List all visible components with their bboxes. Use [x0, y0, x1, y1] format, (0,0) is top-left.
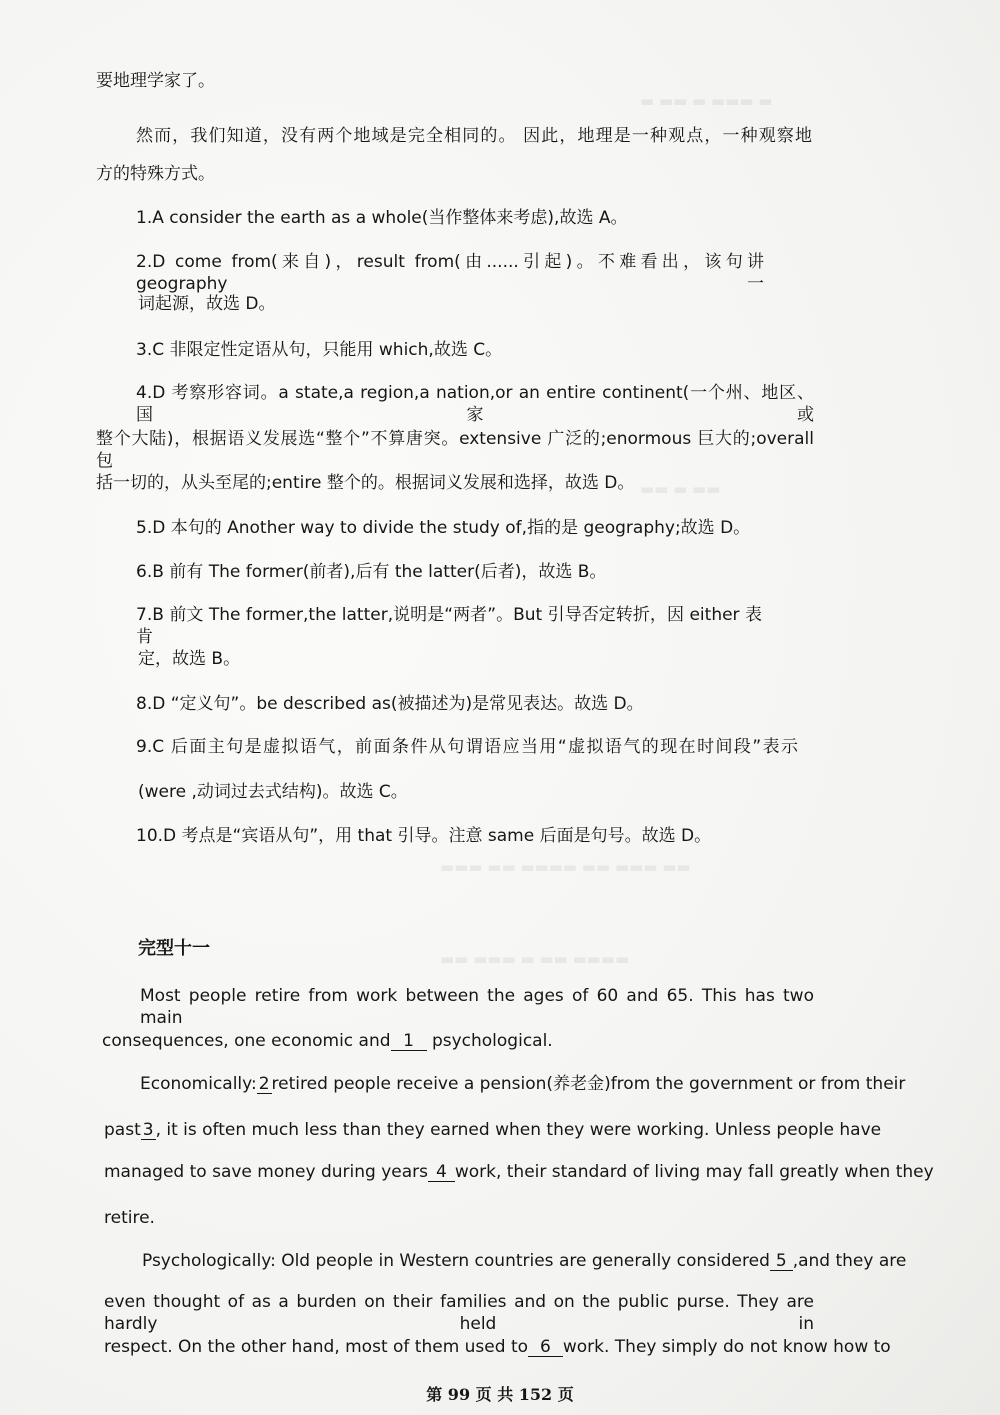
- blank-5: 5: [770, 1252, 793, 1271]
- blank-3: 3: [142, 1120, 154, 1140]
- answer-4-cont: 整个大陆)，根据语义发展选“整个”不算唐突。extensive 广泛的;enormous 巨大的;overall 包: [96, 429, 814, 471]
- blank-6: 6: [528, 1338, 563, 1357]
- passage-line: managed to save money during years 4 work, their standard of living may fall greatly when they: [104, 1162, 934, 1182]
- answer-5: 5.D 本句的 Another way to divide the study of,指的是 geography;故选 D。: [136, 518, 751, 538]
- bleed-through-text: ▬▬ ▬ ▬▬: [640, 480, 721, 498]
- answer-4-cont: 括一切的，从头至尾的;entire 整个的。根据词义发展和选择，故选 D。: [96, 473, 635, 493]
- answer-2: 2.D come from(来自)，result from(由......引起)。不难看出，该句讲 geography 一: [136, 252, 764, 294]
- text-line: 然而，我们知道，没有两个地域是完全相同的。 因此，地理是一种观点，一种观察地: [136, 126, 812, 146]
- passage-line: Economically: 2 retired people receive a pension(养老金)from the government or from their: [140, 1074, 906, 1094]
- passage-line: even thought of as a burden on their families and on the public purse. They are hardly held in: [104, 1292, 814, 1334]
- passage-line: retire.: [104, 1208, 155, 1228]
- passage-line: respect. On the other hand, most of them used to 6 work. They simply do not know how to: [104, 1337, 891, 1357]
- answer-9: 9.C 后面主句是虚拟语气，前面条件从句谓语应当用“虚拟语气的现在时间段”表示: [136, 737, 798, 757]
- blank-1: 1: [391, 1032, 427, 1051]
- passage-line: consequences, one economic and 1 psychological.: [102, 1031, 553, 1051]
- answer-2-cont: 词起源，故选 D。: [138, 294, 276, 314]
- answer-6: 6.B 前有 The former(前者),后有 the latter(后者)，故选 B。: [136, 562, 607, 582]
- page-number: 第 99 页 共 152 页: [426, 1385, 574, 1404]
- section-title: 完型十一: [138, 938, 210, 959]
- answer-3: 3.C 非限定性定语从句，只能用 which,故选 C。: [136, 340, 503, 360]
- blank-2: 2: [258, 1074, 270, 1094]
- text-line: 方的特殊方式。: [96, 164, 215, 184]
- answer-8: 8.D “定义句”。be described as(被描述为)是常见表达。故选 D。: [136, 694, 644, 714]
- bleed-through-text: ▬▬ ▬▬▬ ▬ ▬▬ ▬▬▬▬: [440, 950, 630, 968]
- passage-line: Most people retire from work between the ages of 60 and 65. This has two main: [140, 986, 814, 1028]
- passage-line: Psychologically: Old people in Western countries are generally considered 5 ,and they are: [142, 1251, 907, 1271]
- bleed-through-text: ▬ ▬▬ ▬ ▬▬▬ ▬: [640, 92, 773, 110]
- answer-7-cont: 定，故选 B。: [138, 649, 241, 669]
- answer-10: 10.D 考点是“宾语从句”，用 that 引导。注意 same 后面是句号。故选 D。: [136, 826, 712, 846]
- bleed-through-text: ▬▬▬ ▬▬ ▬▬▬▬ ▬▬ ▬▬▬ ▬▬: [440, 858, 691, 876]
- passage-line: past 3 , it is often much less than they earned when they were working. Unless people have: [104, 1120, 882, 1140]
- blank-4: 4: [428, 1163, 455, 1182]
- answer-7: 7.B 前文 The former,the latter,说明是“两者”。But 引导否定转折，因 either 表肯: [136, 605, 762, 647]
- answer-1: 1.A consider the earth as a whole(当作整体来考虑),故选 A。: [136, 208, 628, 228]
- answer-4: 4.D 考察形容词。a state,a region,a nation,or an entire continent(一个州、地区、国家或: [136, 383, 814, 425]
- answer-9-cont: (were ,动词过去式结构)。故选 C。: [138, 782, 408, 802]
- text-line: 要地理学家了。: [96, 71, 215, 91]
